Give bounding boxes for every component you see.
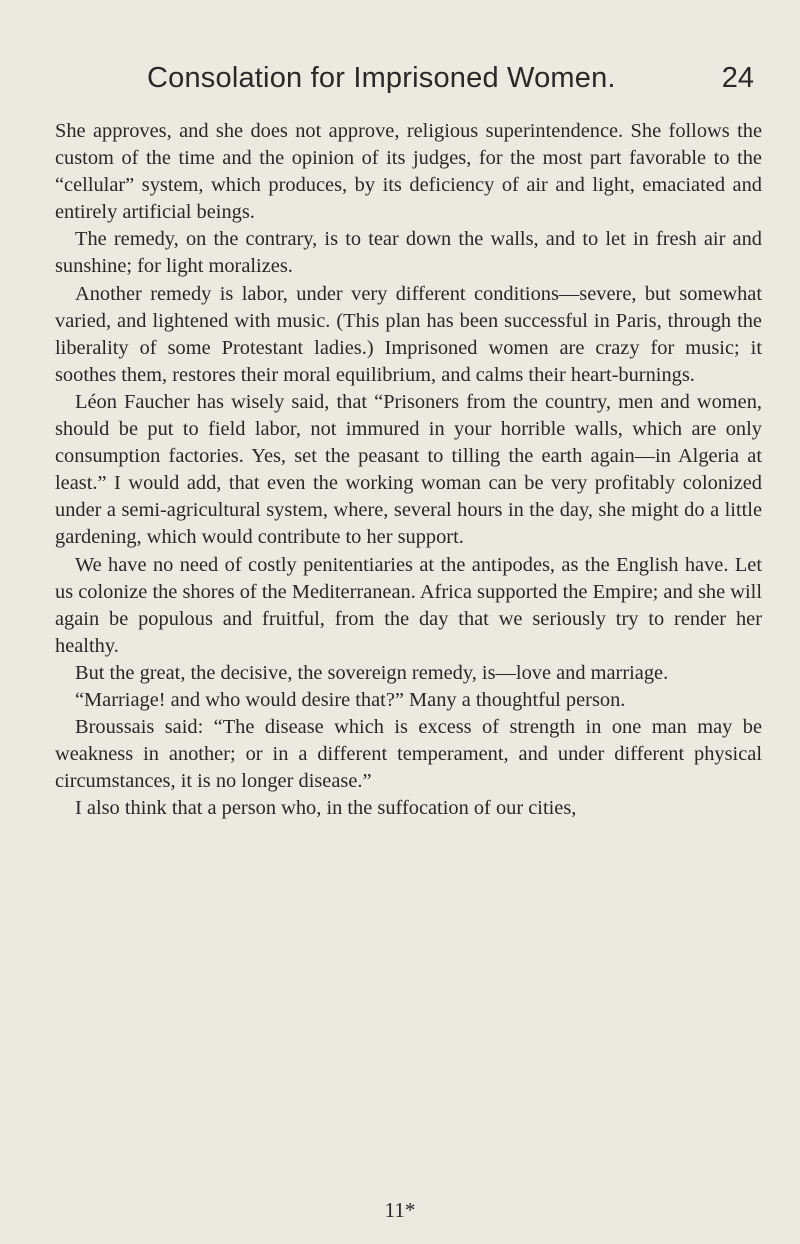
paragraph: The remedy, on the contrary, is to tear down the walls, and to let in fresh air and sunshine; for light moralizes.	[55, 228, 762, 278]
paragraph: Another remedy is labor, under very different conditions—severe, but somewhat varied, and lightened with music. (This plan has been successful in Paris, through the liberality of some Protestant ladies.) Imprisoned women are crazy for music; it soothes them, restores their moral equilibrium, and calms their heart-burnings.	[55, 282, 762, 386]
page-number: 24	[721, 62, 754, 94]
paragraph: She approves, and she does not approve, religious superintendence. She follows the custom of the time and the opinion of its judges, for the most part favorable to the “cellular” system, which produces, by its deficiency of air and light, emaciated and entirely artificial beings.	[55, 120, 762, 224]
running-header	[55, 62, 762, 96]
paragraph: Léon Faucher has wisely said, that “Prisoners from the country, men and women, should be put to field labor, not immured in your horrible walls, which are only consumption factories. Yes, set the peasant to tilling the earth again—in Algeria at least.” I would add, that even the working woman can be very profitably colonized under a semi-agricultural system, where, several hours in the day, she might do a little gardening, which would contribute to her support.	[55, 390, 762, 549]
paragraph: “Marriage! and who would desire that?” Many a thoughtful person.	[75, 688, 626, 711]
body-text	[55, 118, 762, 822]
paragraph: But the great, the decisive, the sovereign remedy, is—love and marriage.	[75, 661, 669, 684]
paragraph: I also think that a person who, in the suffocation of our cities,	[75, 797, 577, 820]
signature-mark: 11*	[384, 1198, 416, 1222]
paragraph: Broussais said: “The disease which is excess of strength in one man may be weakness in another; or in a different temperament, and under different physical circumstances, it is no longer disease.”	[55, 716, 762, 793]
paragraph: We have no need of costly penitentiaries at the antipodes, as the English have. Let us colonize the shores of the Mediterranean. Africa supported the Empire; and she will again be populous and fruitful, from the day that we seriously try to render her healthy.	[55, 553, 762, 657]
running-title: Consolation for Imprisoned Women.	[147, 62, 616, 94]
